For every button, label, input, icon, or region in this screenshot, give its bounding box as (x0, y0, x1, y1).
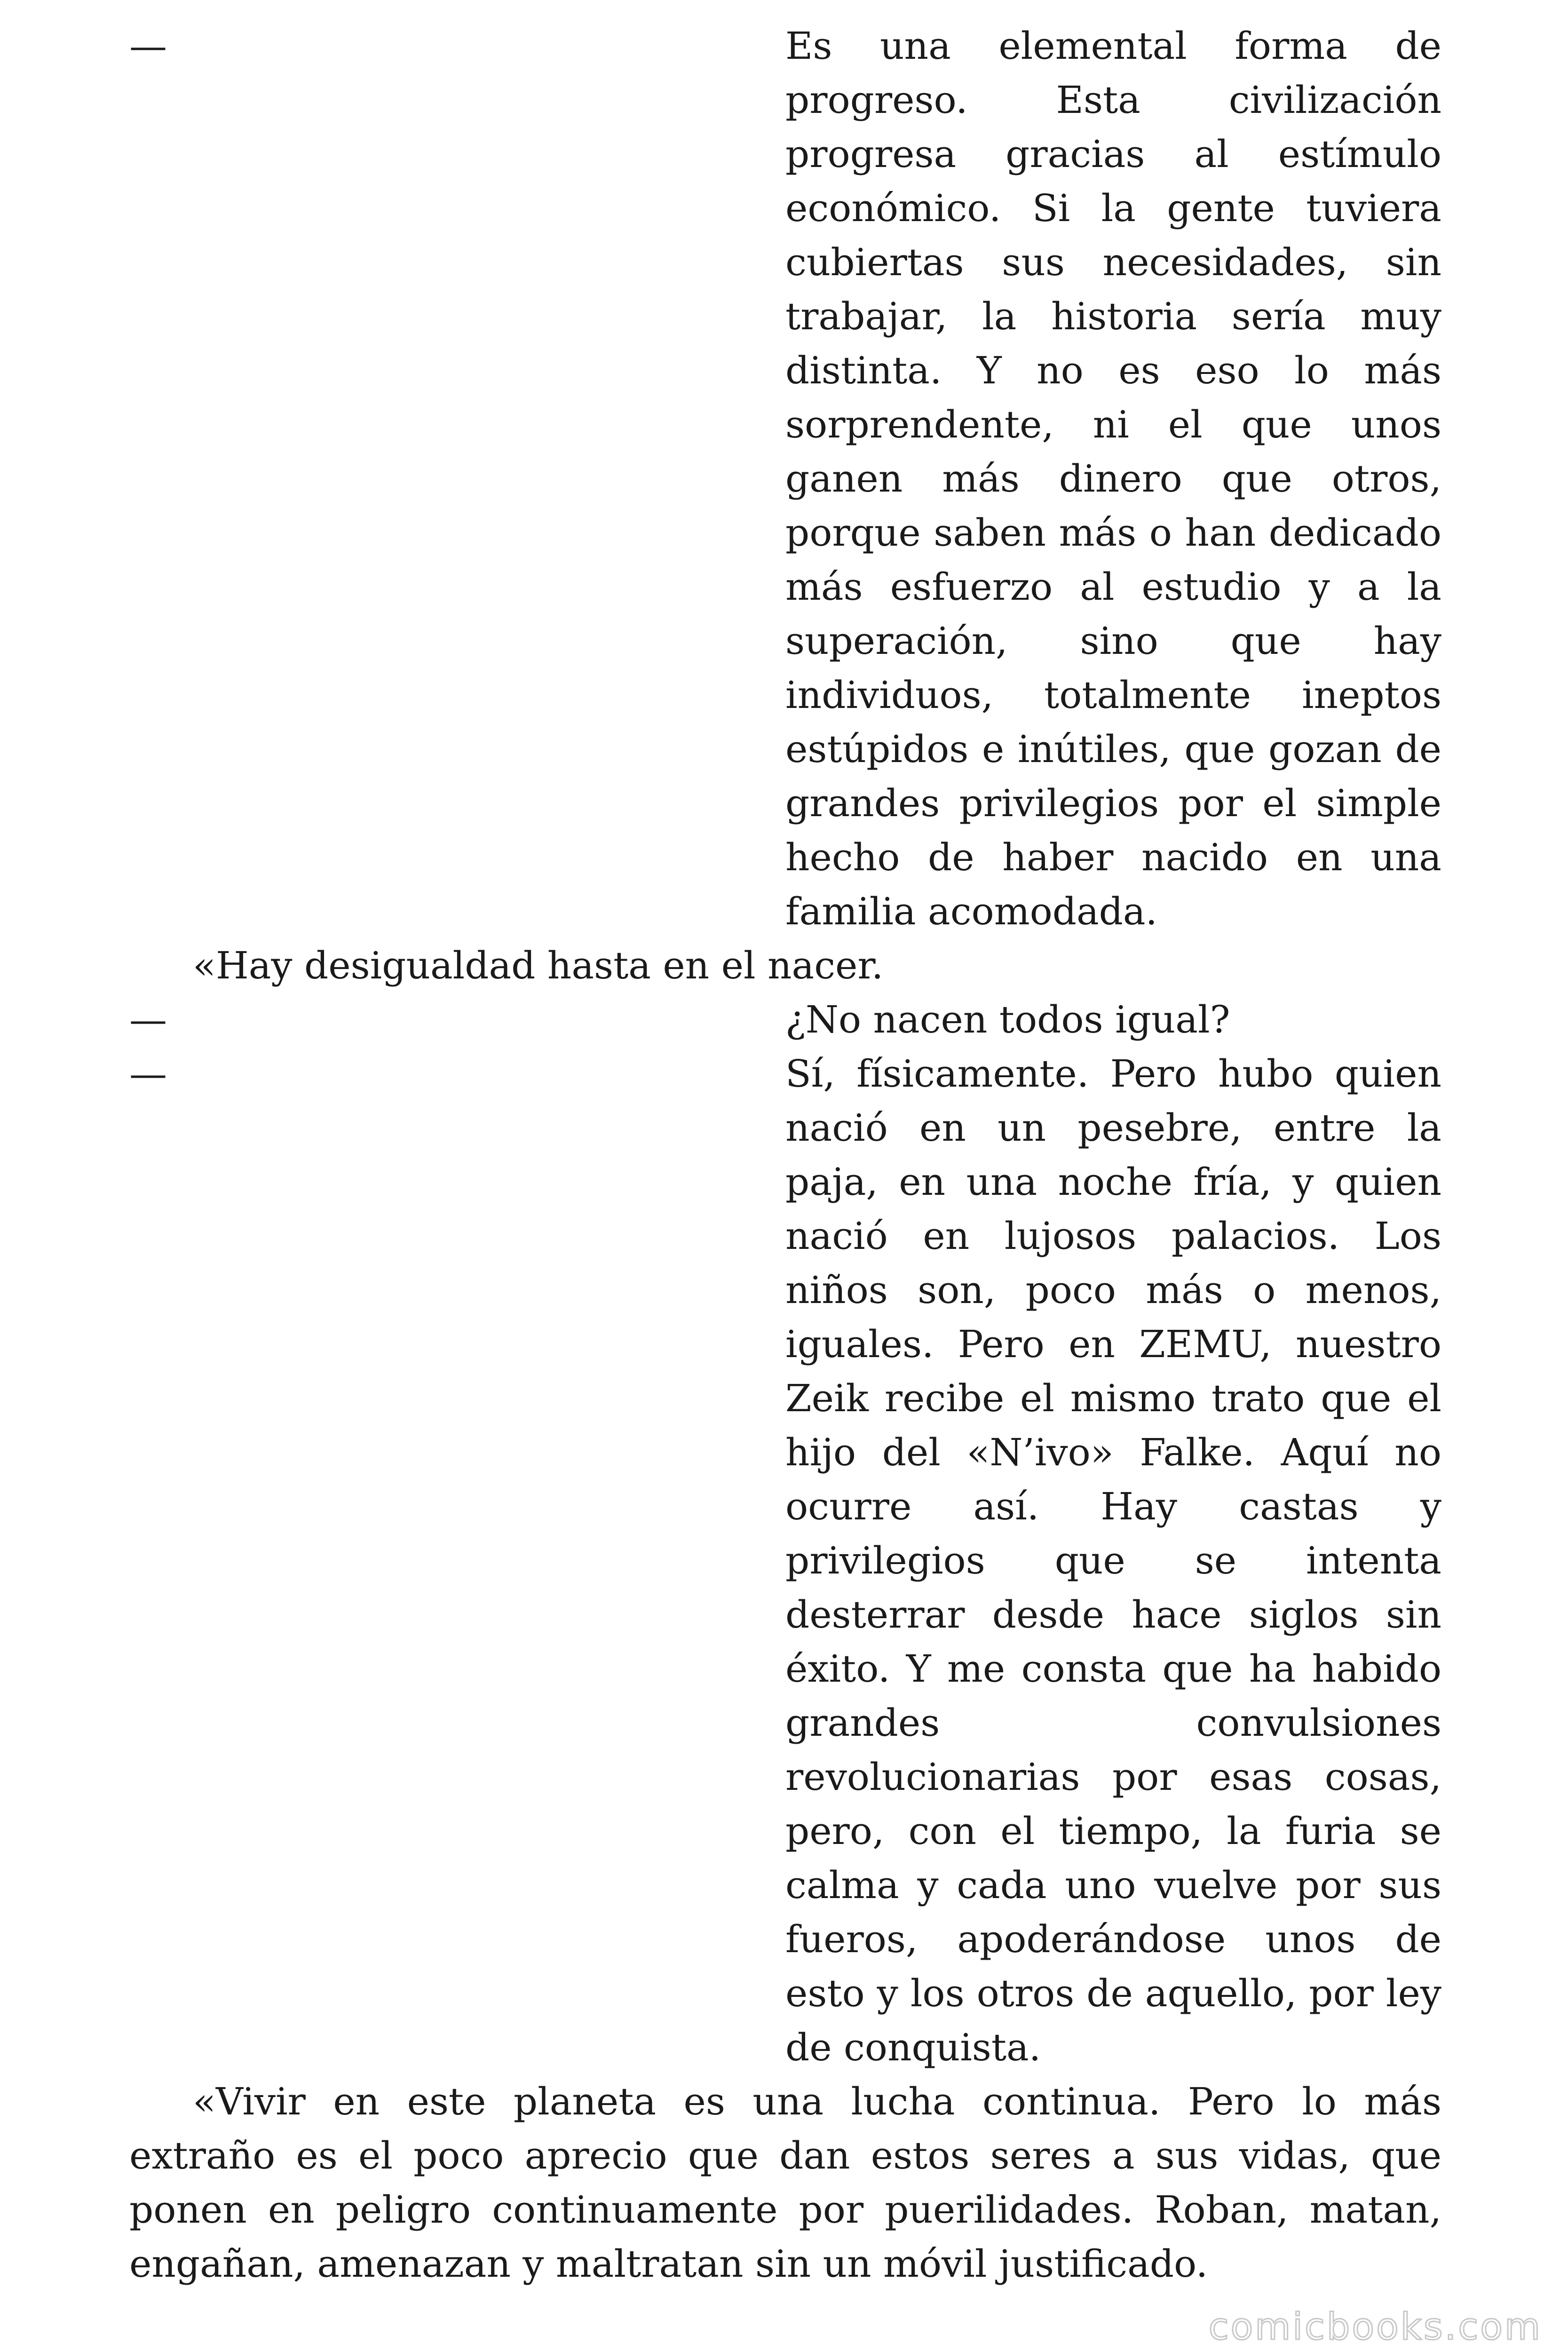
dialogue-dash: — (129, 1052, 167, 1096)
narration-paragraph: «Vivir en este planeta es una lucha continua. Pero lo más extraño es el poco aprecio que dan estos seres a sus vidas, que ponen en peligro continuamente por puerilidades. Roban, matan, engañan, amenazan y maltratan sin un móvil justificado. (129, 2080, 1441, 2286)
dialogue-dash: — (129, 998, 167, 1041)
dialogue-text: Sí, físicamente. Pero hubo quien nació en un pesebre, entre la paja, en una noche fría, y quien nació en lujosos palacios. Los niños son, poco más o menos, iguales. Pero en ZEMU, nuestro Zeik recibe el mismo trato que el hijo del «N’ivo» Falke. Aquí no ocurre así. Hay castas y privilegios que se intenta desterrar desde hace siglos sin éxito. Y me consta que ha habido grandes convulsiones revolucionarias por esas cosas, pero, con el tiempo, la furia se calma y cada uno vuelve por sus fueros, apoderándose unos de esto y los otros de aquello, por ley de conquista. (785, 1052, 1441, 2069)
dialogue-text: ¿No nacen todos igual? (785, 998, 1230, 1041)
watermark-logo: comicbooks.com (1208, 2306, 1542, 2348)
dialogue-dash: — (129, 24, 167, 68)
dialogue-text: Es una elemental forma de progreso. Esta civilización progresa gracias al estímulo económico. Si la gente tuviera cubiertas sus necesidades, sin trabajar, la historia sería muy distinta. Y no es eso lo más sorprendente, ni el que unos ganen más dinero que otros, porque saben más o han dedicado más esfuerzo al estudio y a la superación, sino que hay individuos, totalmente ineptos estúpidos e inútiles, que gozan de grandes privilegios por el simple hecho de haber nacido en una familia acomodada. (785, 24, 1441, 933)
narration-paragraph: «Hay desigualdad hasta en el nacer. (193, 944, 884, 987)
